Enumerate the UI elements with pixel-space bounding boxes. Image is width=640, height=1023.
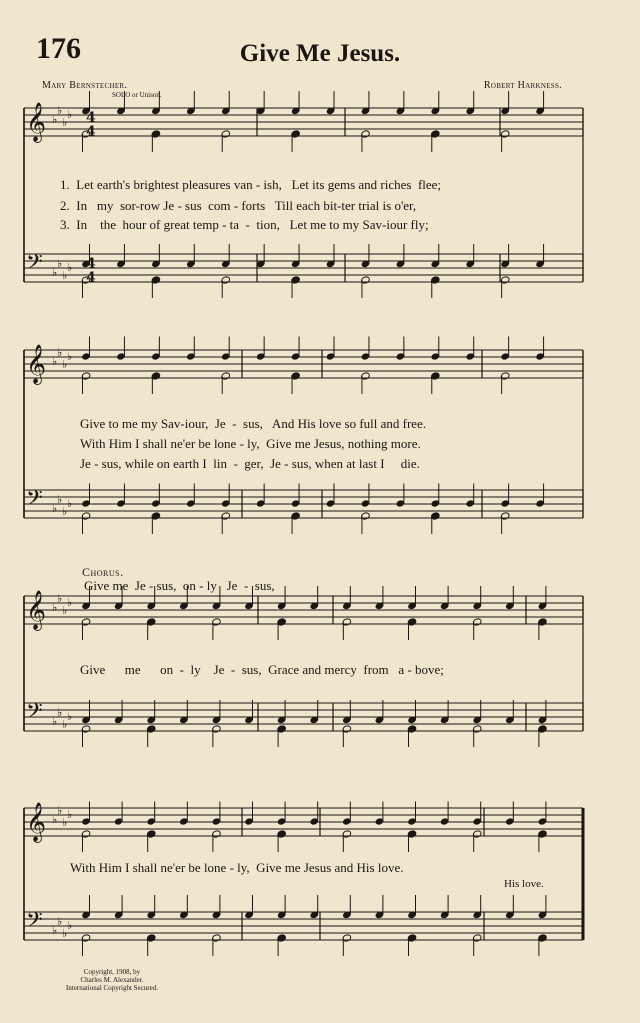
flat-sign: ♭ bbox=[62, 816, 68, 829]
flat-sign: ♭ bbox=[67, 108, 73, 121]
verse-1-line-2: Give to me my Sav-iour, Je - sus, And His love so full and free. bbox=[80, 416, 427, 431]
treble-clef: 𝄞 bbox=[26, 590, 47, 630]
verse-3-line-1: 3. In the hour of great temp - ta - tion, Let me to my Sav-iour fly; bbox=[60, 217, 429, 232]
flat-sign: ♭ bbox=[57, 257, 63, 270]
performance-note: SOLO or Unison. bbox=[112, 91, 162, 99]
time-signature: 4 bbox=[86, 110, 96, 126]
flat-sign: ♭ bbox=[62, 604, 68, 617]
verse-3-line-2: Je - sus, while on earth I lin - ger, Je - sus, when at last I die. bbox=[80, 456, 420, 471]
time-signature: 4 bbox=[86, 124, 96, 140]
flat-sign: ♭ bbox=[52, 813, 58, 826]
flat-sign: ♭ bbox=[57, 804, 63, 817]
flat-sign: ♭ bbox=[62, 505, 68, 518]
flat-sign: ♭ bbox=[52, 924, 58, 937]
hymn-title: Give Me Jesus. bbox=[239, 40, 401, 67]
chorus-upper-lyric: Give me Je - sus, on - ly Je - sus, bbox=[84, 578, 275, 593]
verse-1-line-1: 1. Let earth's brightest pleasures van - ish, Let its gems and riches flee; bbox=[60, 177, 442, 192]
bass-clef: 𝄢 bbox=[26, 250, 43, 280]
flat-sign: ♭ bbox=[57, 346, 63, 359]
flat-sign: ♭ bbox=[57, 915, 63, 928]
chorus-label: Chorus. bbox=[82, 565, 124, 579]
copyright-line: Charles M. Alexander. bbox=[80, 976, 144, 984]
flat-sign: ♭ bbox=[52, 113, 58, 126]
flat-sign: ♭ bbox=[62, 269, 68, 282]
flat-sign: ♭ bbox=[67, 261, 73, 274]
flat-sign: ♭ bbox=[67, 596, 73, 609]
treble-clef: 𝄞 bbox=[26, 344, 47, 384]
flat-sign: ♭ bbox=[57, 493, 63, 506]
flat-sign: ♭ bbox=[67, 919, 73, 932]
copyright-notice bbox=[44, 968, 180, 992]
time-signature: 4 bbox=[86, 256, 96, 272]
copyright-line: Copyright, 1908, by bbox=[83, 968, 141, 976]
flat-sign: ♭ bbox=[57, 104, 63, 117]
flat-sign: ♭ bbox=[62, 358, 68, 371]
bass-clef: 𝄢 bbox=[26, 699, 43, 729]
flat-sign: ♭ bbox=[67, 350, 73, 363]
echo-lyric: His love. bbox=[504, 878, 544, 890]
flat-sign: ♭ bbox=[62, 718, 68, 731]
time-signature: 4 bbox=[86, 270, 96, 286]
chorus-final-lyric: With Him I shall ne'er be lone - ly, Give me Jesus and His love. bbox=[70, 860, 404, 875]
flat-sign: ♭ bbox=[62, 116, 68, 129]
flat-sign: ♭ bbox=[62, 927, 68, 940]
verse-2-line-1: 2. In my sor-row Je - sus com - forts Till each bit-ter trial is o'er, bbox=[60, 198, 417, 213]
flat-sign: ♭ bbox=[52, 715, 58, 728]
chorus-lower-lyric: Give me on - ly Je - sus, Grace and mercy from a - bove; bbox=[80, 662, 444, 677]
lyricist: Mary Bernstecher. bbox=[42, 80, 128, 91]
flat-sign: ♭ bbox=[52, 266, 58, 279]
verse-2-line-2: With Him I shall ne'er be lone - ly, Give me Jesus, nothing more. bbox=[80, 436, 421, 451]
copyright-line: International Copyright Secured. bbox=[66, 984, 158, 992]
flat-sign: ♭ bbox=[52, 601, 58, 614]
flat-sign: ♭ bbox=[52, 355, 58, 368]
hymn-number: 176 bbox=[36, 32, 81, 65]
flat-sign: ♭ bbox=[67, 710, 73, 723]
flat-sign: ♭ bbox=[57, 706, 63, 719]
flat-sign: ♭ bbox=[67, 808, 73, 821]
composer: Robert Harkness. bbox=[483, 80, 562, 91]
bass-clef: 𝄢 bbox=[26, 908, 43, 938]
treble-clef: 𝄞 bbox=[26, 802, 47, 842]
flat-sign: ♭ bbox=[52, 502, 58, 515]
bass-clef: 𝄢 bbox=[26, 486, 43, 516]
treble-clef: 𝄞 bbox=[26, 102, 47, 142]
flat-sign: ♭ bbox=[57, 592, 63, 605]
flat-sign: ♭ bbox=[67, 497, 73, 510]
